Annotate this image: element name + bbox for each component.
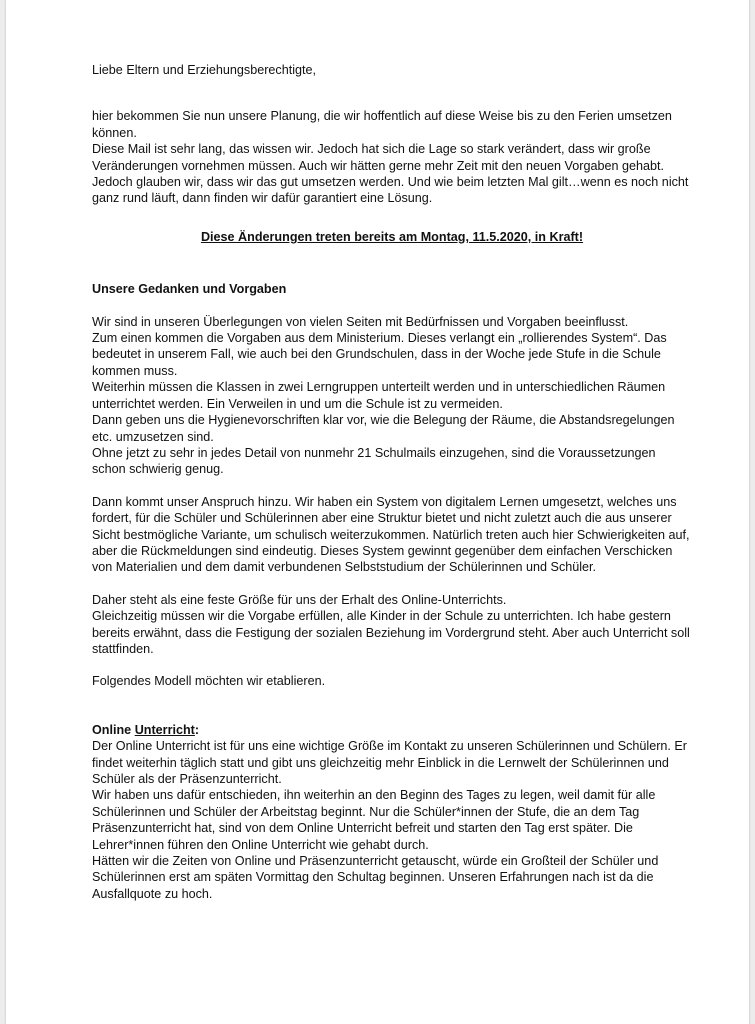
paragraph-digital-learning: Dann kommt unser Anspruch hinzu. Wir haben ein System von digitalem Lernen umgesetzt, welches uns fordert, für die Schüler und Schülerinnen aber eine Struktur bietet und nicht zuletzt auch die aus unserer Sicht bestmögliche Variante, um schulisch weiterzukommen. Natürlich treten auch hier Schwierigkeiten auf, aber die Rückmeldungen sind eindeutig. Dieses System gewinnt gegenüber dem einfachen Verschicken von Materialien und dem damit verbundenen Selbststudium der Schülerinnen und Schüler. (92, 494, 690, 575)
heading-unterricht-word: Unterricht (134, 722, 195, 737)
section-heading-online (92, 722, 692, 738)
paragraph-line: Ohne jetzt zu sehr in jedes Detail von nunmehr 21 Schulmails einzugehen, sind die Voraussetzungen schon schwierig genug. (92, 445, 656, 477)
letter-body (92, 62, 692, 902)
paragraph-line: Hätten wir die Zeiten von Online und Präsenzunterricht getauscht, würde ein Großteil der Schüler und Schülerinnen erst am späten Vormittag den Schultag beginnen. Unseren Erfahrungen nach ist da die Ausfallquote zu hoch. (92, 854, 659, 901)
paragraph-line: Weiterhin müssen die Klassen in zwei Lerngruppen unterteilt werden und in unterschiedlichen Räumen unterrichtet werden. Ein Verweilen in und um die Schule ist zu vermeiden. (92, 380, 666, 411)
paragraph-line: Wir haben uns dafür entschieden, ihn weiterhin an den Beginn des Tages zu legen, weil damit für alle Schülerinnen und Schüler der Arbeitstag beginnt. Nur die Schüler*innen der Stufe, die an dem Tag Präsenzunterricht hat, sind von dem Online Unterricht befreit und starten den Tag erst später. Die Lehrer*innen führen den Online Unterricht wie gehabt durch. (92, 788, 656, 852)
effective-date-notice: Diese Änderungen treten bereits am Montag, 11.5.2020, in Kraft! (200, 229, 584, 244)
paragraph-line: Gleichzeitig müssen wir die Vorgabe erfüllen, alle Kinder in der Schule zu unterrichten. Ich habe gestern bereits erwähnt, dass die Festigung der sozialen Beziehung im Vordergrund steht. Aber auch Unterricht soll stattfinden. (92, 609, 690, 656)
paragraph-line: Zum einen kommen die Vorgaben aus dem Ministerium. Dieses verlangt ein „rollierendes System“. Das bedeutet in unserem Fall, wie auch bei den Grundschulen, dass in der Woche jede Stufe in die Schule kommen muss. (92, 331, 667, 378)
spacer (92, 478, 692, 494)
paragraph-line: Daher steht als eine feste Größe für uns der Erhalt des Online-Unterrichts. (92, 592, 507, 607)
paragraph-line: Der Online Unterricht ist für uns eine wichtige Größe im Kontakt zu unseren Schülerinnen und Schülern. Er findet weiterhin täglich statt und gibt uns gleichzeitig mehr Einblick in die Lernwelt der Schülerinnen und Schüler als der Präsenzunterricht. (92, 739, 687, 786)
paragraph-line: Dann geben uns die Hygienevorschriften klar vor, wie die Belegung der Räume, die Abstandsregelungen etc. umzusetzen sind. (92, 413, 675, 444)
heading-online-word: Online (92, 722, 135, 737)
heading-colon: : (194, 722, 200, 737)
section-heading-thoughts: Unsere Gedanken und Vorgaben (92, 282, 287, 297)
intro-line-1: hier bekommen Sie nun unsere Planung, die wir hoffentlich auf diese Weise bis zu den Ferien umsetzen können. (92, 109, 672, 140)
spacer (92, 657, 692, 673)
paragraph-model: Folgendes Modell möchten wir etablieren. (92, 674, 326, 689)
document-page (6, 0, 749, 1024)
intro-line-2: Diese Mail ist sehr lang, das wissen wir. Jedoch hat sich die Lage so stark verändert, dass wir große Veränderungen vornehmen müssen. Auch wir hätten gerne mehr Zeit mit den neuen Vorgaben gehabt. Jedoch glauben wir, dass wir das gut umsetzen werden. Und wie beim letzten Mal gilt…wenn es noch nicht ganz rund läuft, dann finden wir dafür garantiert eine Lösung. (92, 142, 689, 206)
spacer (92, 576, 692, 592)
spacer (92, 298, 692, 314)
spacer (92, 690, 692, 722)
salutation: Liebe Eltern und Erziehungsberechtigte, (92, 63, 317, 77)
paragraph-line: Wir sind in unseren Überlegungen von vielen Seiten mit Bedürfnissen und Vorgaben beeinflusst. (92, 314, 629, 329)
